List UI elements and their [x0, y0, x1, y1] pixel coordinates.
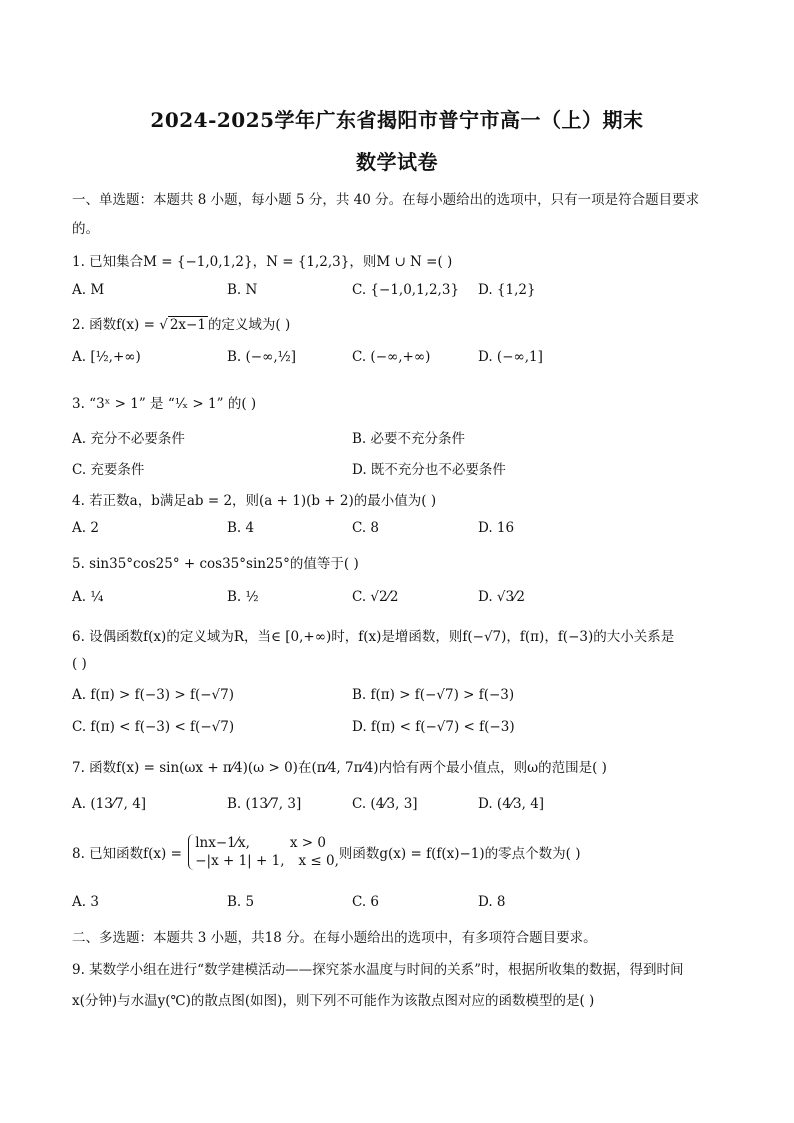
q6-option-b: B. f(π) > f(−√7) > f(−3)	[352, 687, 515, 703]
q7-option-c: C. (4⁄3, 3]	[352, 796, 418, 812]
q1-option-a: A. M	[72, 282, 105, 298]
q2-option-a: A. [½,+∞)	[72, 349, 141, 365]
q2-option-c: C. (−∞,+∞)	[352, 349, 431, 365]
q7-option-a: A. (13⁄7, 4]	[72, 796, 147, 812]
piecewise-function	[188, 834, 339, 870]
q1-option-d: D. {1,2}	[478, 282, 536, 298]
q5-option-c: C. √2⁄2	[352, 589, 399, 605]
q8-piece-2: −|x + 1| + 1,	[195, 853, 285, 869]
q7-option-b: B. (13⁄7, 3]	[227, 796, 302, 812]
q7-option-d: D. (4⁄3, 4]	[478, 796, 545, 812]
q8-option-d: D. 8	[478, 894, 506, 910]
question-6-stem: 6. 设偶函数f(x)的定义域为R，当∈ [0,+∞)时，f(x)是增函数，则f(−√7)，f(π)，f(−3)的大小关系是	[72, 629, 675, 645]
q8-stem-pre: 8. 已知函数f(x) =	[72, 846, 187, 862]
q8-piece-1: lnx−1⁄x,	[195, 835, 250, 851]
question-9-stem-cont: x(分钟)与水温y(℃)的散点图(如图)，则下列不可能作为该散点图对应的函数模型的是( )	[72, 993, 595, 1009]
section1-heading: 一、单选题：本题共 8 小题，每小题 5 分，共 40 分。在每小题给出的选项中，只有一项是符合题目要求	[72, 192, 700, 208]
q8-option-b: B. 5	[227, 894, 255, 910]
q2-radicand: 2x−1	[169, 317, 206, 333]
q8-option-a: A. 3	[72, 894, 99, 910]
q3-option-a: A. 充分不必要条件	[72, 431, 185, 447]
q8-cond-2: x ≤ 0,	[298, 853, 339, 869]
q3-option-c: C. 充要条件	[72, 462, 145, 478]
question-3-stem: 3. “3ˣ > 1” 是 “¹⁄ₓ > 1” 的( )	[72, 396, 257, 412]
question-5-stem: 5. sin35°cos25° + cos35°sin25°的值等于( )	[72, 556, 359, 572]
q8-option-c: C. 6	[352, 894, 380, 910]
q2-stem-pre: 2. 函数f(x) =	[72, 317, 160, 333]
q6-option-a: A. f(π) > f(−3) > f(−√7)	[72, 687, 234, 703]
q8-cond-1: x > 0	[289, 835, 327, 851]
question-4-stem: 4. 若正数a，b满足ab = 2，则(a + 1)(b + 2)的最小值为( )	[72, 493, 437, 509]
question-8-stem	[72, 834, 722, 870]
piecewise-row-2	[195, 852, 339, 870]
sqrt-symbol: √	[159, 317, 168, 333]
q2-option-d: D. (−∞,1]	[478, 349, 543, 365]
q8-stem-post: 则函数g(x) = f(f(x)−1)的零点个数为( )	[338, 846, 581, 862]
page-title: 2024-2025学年广东省揭阳市普宁市高一（上）期末	[150, 108, 644, 132]
question-2-stem	[72, 313, 722, 333]
q5-option-a: A. ¼	[72, 589, 104, 605]
page-subtitle: 数学试卷	[356, 150, 438, 174]
q1-option-c: C. {−1,0,1,2,3}	[352, 282, 460, 298]
q4-option-d: D. 16	[478, 520, 515, 536]
section1-heading-cont: 的。	[72, 221, 99, 237]
q4-option-a: A. 2	[72, 520, 99, 536]
q5-option-b: B. ½	[227, 589, 259, 605]
q4-option-c: C. 8	[352, 520, 380, 536]
section2-heading: 二、多选题：本题共 3 小题，共18 分。在每小题给出的选项中，有多项符合题目要求。	[72, 930, 597, 946]
question-1-stem: 1. 已知集合M = {−1,0,1,2}，N = {1,2,3}，则M ∪ N =( )	[72, 254, 453, 270]
q5-option-d: D. √3⁄2	[478, 589, 525, 605]
q6-option-c: C. f(π) < f(−3) < f(−√7)	[72, 719, 235, 735]
q3-option-d: D. 既不充分也不必要条件	[352, 462, 506, 478]
q2-stem-post: 的定义域为( )	[207, 317, 291, 333]
q4-option-b: B. 4	[227, 520, 255, 536]
question-9-stem: 9. 某数学小组在进行“数学建模活动——探究茶水温度与时间的关系”时，根据所收集的数据，得到时间	[72, 962, 684, 978]
q1-option-b: B. N	[227, 282, 258, 298]
q2-option-b: B. (−∞,½]	[227, 349, 296, 365]
piecewise-row-1	[195, 834, 339, 852]
q6-option-d: D. f(π) < f(−√7) < f(−3)	[352, 719, 515, 735]
question-6-stem-cont: ( )	[72, 656, 87, 672]
question-7-stem: 7. 函数f(x) = sin(ωx + π⁄4)(ω > 0)在(π⁄4, 7π⁄4)内恰有两个最小值点，则ω的范围是( )	[72, 760, 607, 776]
q3-option-b: B. 必要不充分条件	[352, 431, 466, 447]
